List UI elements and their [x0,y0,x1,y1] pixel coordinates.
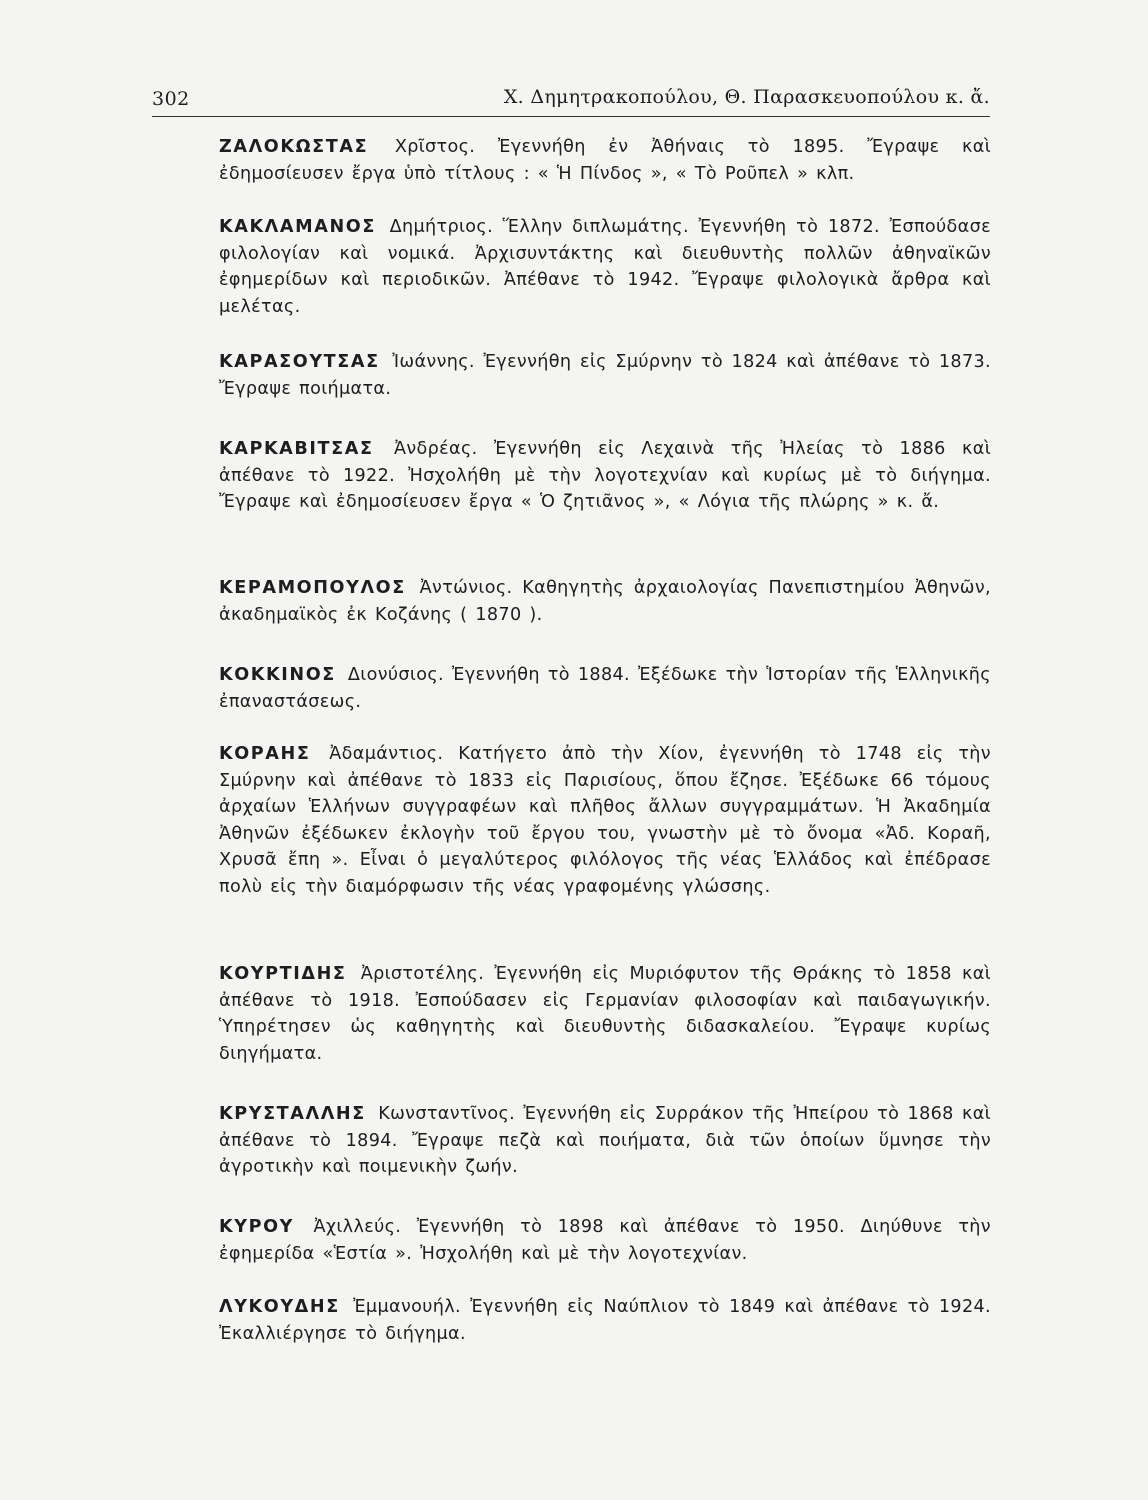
entry-text: Ἀχιλλεύς. Ἐγεννήθη τὸ 1898 καὶ ἀπέθανε τὸ 1950. Διηύθυνε τὴν ἐφημερίδα «Ἑστία ». Ἠσχολήθη καὶ μὲ τὴν λογοτεχνίαν. [219,1217,991,1264]
entry-zalokostas [219,134,991,187]
entry-surname: ΚΥΡΟΥ [219,1217,294,1237]
running-title: Χ. Δημητρακοπούλου, Θ. Παρασκευοπούλου κ. ἄ. [503,86,990,108]
entry-kokkinos [219,662,991,715]
page-header [152,86,990,117]
entry-surname: ΚΑΚΛΑΜΑΝΟΣ [219,217,376,237]
entry-text: Χρῖστος. Ἐγεννήθη ἐν Ἀθήναις τὸ 1895. Ἔγραψε καὶ ἐδημοσίευσεν ἔργα ὑπὸ τίτλους : « Ἡ Πίνδος », « Τὸ Ροῦπελ » κλπ. [219,137,991,184]
entry-text: Ἐμμανουήλ. Ἐγεννήθη εἰς Ναύπλιον τὸ 1849 καὶ ἀπέθανε τὸ 1924. Ἐκαλλιέργησε τὸ διήγημα. [219,1297,991,1344]
entry-keramopoulos [219,575,991,628]
entry-korais [219,741,991,900]
entry-surname: ΚΟΡΑΗΣ [219,744,311,764]
entry-surname: ΖΑΛΟΚΩΣΤΑΣ [219,137,369,157]
entry-text: Κωνσταντῖνος. Ἐγεννήθη εἰς Συρράκον τῆς Ἠπείρου τὸ 1868 καὶ ἀπέθανε τὸ 1894. Ἔγραψε πεζὰ καὶ ποιήματα, διὰ τῶν ὁποίων ὕμνησε τὴν ἀγροτικὴν καὶ ποιμενικὴν ζωήν. [219,1104,991,1177]
entry-surname: ΚΟΚΚΙΝΟΣ [219,665,336,685]
entry-text: Δημήτριος. Ἕλλην διπλωμάτης. Ἐγεννήθη τὸ 1872. Ἐσπούδασε φιλολογίαν καὶ νομικά. Ἀρχισυντάκτης καὶ διευθυντὴς πολλῶν ἀθηναϊκῶν ἐφημερίδων καὶ περιοδικῶν. Ἀπέθανε τὸ 1942. Ἔγραψε φιλολογικὰ ἄρθρα καὶ μελέτας. [219,217,991,317]
entry-surname: ΚΕΡΑΜΟΠΟΥΛΟΣ [219,578,406,598]
entry-surname: ΚΑΡΑΣΟΥΤΣΑΣ [219,352,380,372]
entry-surname: ΚΟΥΡΤΙΔΗΣ [219,964,347,984]
entry-text: Ἀδαμάντιος. Κατήγετο ἀπὸ τὴν Χίον, ἐγεννήθη τὸ 1748 εἰς τὴν Σμύρνην καὶ ἀπέθανε τὸ 1833 εἰς Παρισίους, ὅπου ἔζησε. Ἐξέδωκε 66 τόμους ἀρχαίων Ἑλλήνων συγγραφέων καὶ πλῆθος ἄλλων συγγραμμάτων. Ἡ Ἀκαδημία Ἀθηνῶν ἐξέδωκεν ἐκλογὴν τοῦ ἔργου του, γνωστὴν μὲ τὸ ὄνομα «Ἀδ. Κοραῆ, Χρυσᾶ ἔπη ». Εἶναι ὁ μεγαλύτερος φιλόλογος τῆς νέας Ἑλλάδος καὶ ἐπέδρασε πολὺ εἰς τὴν διαμόρφωσιν τῆς νέας γραφομένης γλώσσης. [219,744,991,897]
entry-text: Ἀριστοτέλης. Ἐγεννήθη εἰς Μυριόφυτον τῆς Θράκης τὸ 1858 καὶ ἀπέθανε τὸ 1918. Ἐσπούδασεν εἰς Γερμανίαν φιλοσοφίαν καὶ παιδαγωγικήν. Ὑπηρέτησεν ὡς καθηγητὴς καὶ διευθυντὴς διδασκαλείου. Ἔγραψε κυρίως διηγήματα. [219,964,991,1064]
entry-surname: ΚΑΡΚΑΒΙΤΣΑΣ [219,439,374,459]
entry-text: Διονύσιος. Ἐγεννήθη τὸ 1884. Ἐξέδωκε τὴν Ἱστορίαν τῆς Ἑλληνικῆς ἐπαναστάσεως. [219,665,991,712]
entry-text: Ἀνδρέας. Ἐγεννήθη εἰς Λεχαινὰ τῆς Ἠλείας τὸ 1886 καὶ ἀπέθανε τὸ 1922. Ἠσχολήθη μὲ τὴν λογοτεχνίαν καὶ κυρίως μὲ τὸ διήγημα. Ἔγραψε καὶ ἐδημοσίευσεν ἔργα « Ὁ ζητιᾶνος », « Λόγια τῆς πλώρης » κ. ἄ. [219,439,991,512]
entry-kyrou [219,1214,991,1267]
entry-surname: ΚΡΥΣΤΑΛΛΗΣ [219,1104,366,1124]
entry-lykoudis [219,1294,991,1347]
entry-krystallis [219,1101,991,1181]
page-number: 302 [152,88,190,110]
entry-kourtidis [219,961,991,1067]
entry-text: Ἀντώνιος. Καθηγητὴς ἀρχαιολογίας Πανεπιστημίου Ἀθηνῶν, ἀκαδημαϊκὸς ἐκ Κοζάνης ( 1870 ). [219,578,991,625]
entry-surname: ΛΥΚΟΥΔΗΣ [219,1297,340,1317]
entry-karkavitsas [219,436,991,516]
entry-kaklamanos [219,214,991,320]
entry-karasoutsas [219,349,991,402]
entry-text: Ἰωάννης. Ἐγεννήθη εἰς Σμύρνην τὸ 1824 καὶ ἀπέθανε τὸ 1873. Ἔγραψε ποιήματα. [219,352,992,399]
